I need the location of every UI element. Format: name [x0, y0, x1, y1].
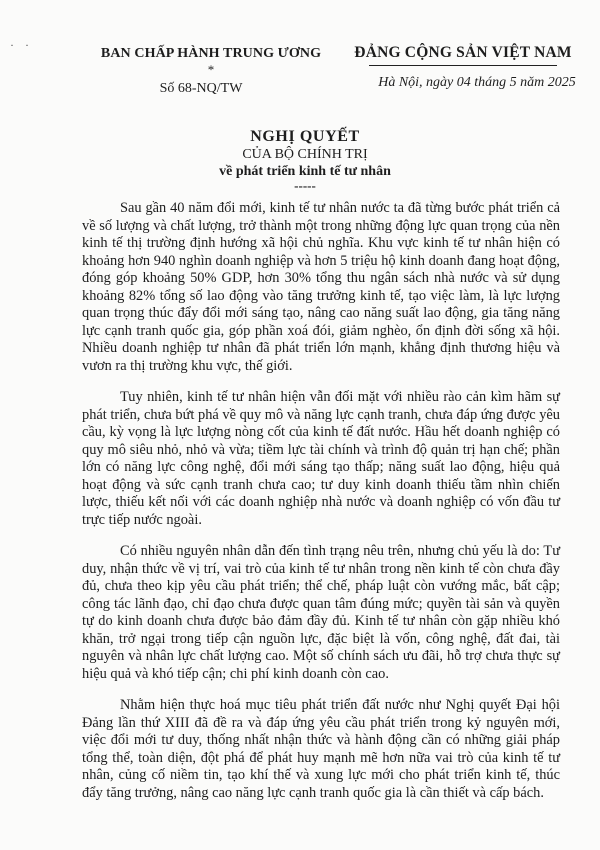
header-left — [86, 46, 336, 97]
scan-specks: · · — [10, 38, 33, 52]
paragraph-3: Có nhiều nguyên nhân dẫn đến tình trạng nêu trên, nhưng chủ yếu là do: Tư duy, nhận thức về vị trí, vai trò của kinh tế tư nhân trong nền kinh tế còn chưa đầy đủ, chưa theo kịp yêu cầu phát triển; thể chế, pháp luật còn vướng mắc, bất cập; công tác lãnh đạo, chỉ đạo chưa được quan tâm đúng mức; quyền tài sản và quyền tự do kinh doanh chưa được bảo đảm đầy đủ. Kinh tế tư nhân còn gặp nhiều khó khăn, trở ngại trong tiếp cận nguồn lực, đặc biệt là vốn, công nghệ, đất đai, tài nguyên và nhân lực chất lượng cao. Một số chính sách ưu đãi, hỗ trợ chưa thực sự hiệu quả và khó tiếp cận; chi phí kinh doanh còn cao. — [82, 543, 560, 682]
title-block — [0, 128, 600, 192]
issuing-body: CỦA BỘ CHÍNH TRỊ — [242, 147, 368, 162]
title-separator: ----- — [294, 178, 316, 193]
document-number: Số 68-NQ/TW — [159, 81, 243, 96]
header-right — [338, 44, 588, 91]
paragraph-1: Sau gần 40 năm đổi mới, kinh tế tư nhân nước ta đã từng bước phát triển cả về số lượng và chất lượng, trở thành một trong những động lực quan trọng của nền kinh tế thị trường định hướng xã hội chủ nghĩa. Khu vực kinh tế tư nhân hiện có khoảng hơn 940 nghìn doanh nghiệp và hơn 5 triệu hộ kinh doanh đang hoạt động, đóng góp khoảng 50% GDP, hơn 30% tổng thu ngân sách nhà nước và sử dụng khoảng 82% tổng số lao động vào tăng trưởng kinh tế, tạo việc làm, là lực lượng quan trọng thúc đẩy đổi mới sáng tạo, nâng cao năng suất lao động, gia tăng năng lực cạnh tranh quốc gia, góp phần xoá đói, giảm nghèo, ổn định đời sống xã hội. Nhiều doanh nghiệp tư nhân đã phát triển lớn mạnh, khẳng định thương hiệu và vươn ra thị trường khu vực, thế giới. — [82, 200, 560, 374]
document-type: NGHỊ QUYẾT — [250, 128, 360, 145]
paragraph-2: Tuy nhiên, kinh tế tư nhân hiện vẫn đối mặt với nhiều rào cản kìm hãm sự phát triển, chưa bứt phá về quy mô và năng lực cạnh tranh, chưa đáp ứng được yêu cầu, kỳ vọng là lực lượng nòng cốt của kinh tế đất nước. Hầu hết doanh nghiệp có quy mô siêu nhỏ, nhỏ và vừa; tiềm lực tài chính và trình độ quản trị hạn chế; phần lớn có năng lực công nghệ, đổi mới sáng tạo thấp; năng suất lao động, hiệu quả hoạt động và sức cạnh tranh chưa cao; tư duy kinh doanh thiếu tầm nhìn chiến lược, thiếu kết nối với các doanh nghiệp nhà nước và doanh nghiệp có vốn đầu tư trực tiếp nước ngoài. — [82, 389, 560, 528]
document-subject: về phát triển kinh tế tư nhân — [219, 164, 391, 179]
party-name-underline — [369, 65, 557, 66]
issuing-organization: BAN CHẤP HÀNH TRUNG ƯƠNG — [100, 46, 322, 61]
party-name: ĐẢNG CỘNG SẢN VIỆT NAM — [354, 44, 572, 61]
body-text — [82, 200, 560, 816]
star-mark: * — [207, 62, 215, 77]
place-date: Hà Nội, ngày 04 tháng 5 năm 2025 — [378, 75, 576, 90]
paragraph-4: Nhằm hiện thực hoá mục tiêu phát triển đất nước như Nghị quyết Đại hội Đảng lần thứ XIII đã đề ra và đáp ứng yêu cầu phát triển trong kỷ nguyên mới, việc đổi mới tư duy, thống nhất nhận thức và hành động cần có những giải pháp tổng thể, toàn diện, đột phá để phát huy mạnh mẽ hơn nữa vai trò của kinh tế tư nhân, củng cố niềm tin, tạo khí thế và xung lực mới cho phát triển kinh tế, thúc đẩy tăng trưởng, nâng cao năng lực cạnh tranh quốc gia là cần thiết và cấp bách. — [82, 697, 560, 801]
